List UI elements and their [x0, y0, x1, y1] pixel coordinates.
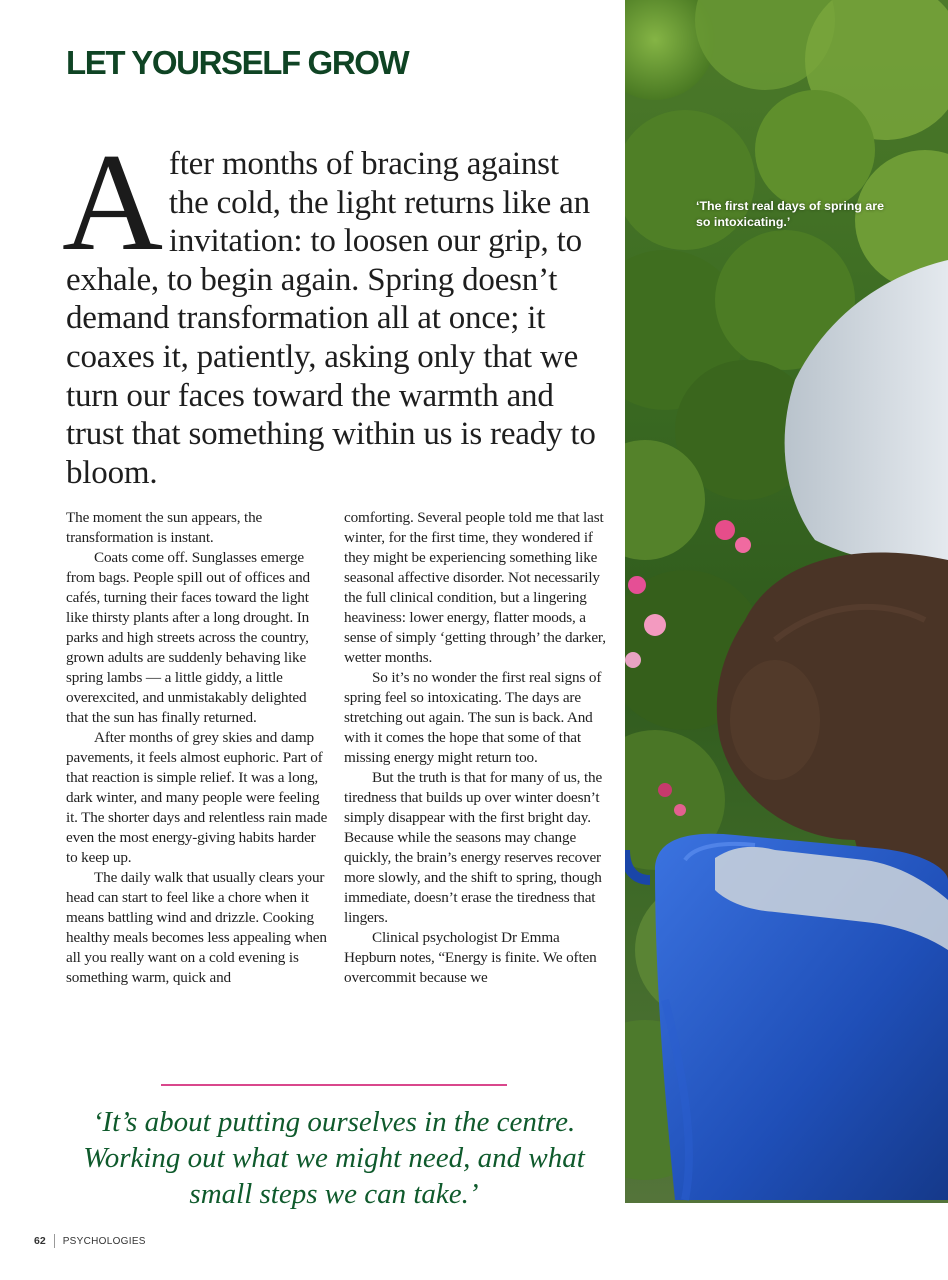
body-paragraph: comforting. Several people told me that last winter, for the first time, they wondered if they might be experiencing something like seasonal affective disorder. Not necessarily the full clinical condition, but a lingering heaviness: lower energy, flatter moods, a sense of simply ‘getting through’ the darker, wetter months. — [344, 509, 606, 666]
pull-quote-rule — [161, 1084, 507, 1086]
watering-can — [625, 834, 948, 1200]
page-number: 62 — [34, 1235, 46, 1247]
body-paragraph: Clinical psychologist Dr Emma Hepburn notes, “Energy is finite. We often overcommit because we — [344, 929, 597, 986]
footer-divider — [54, 1234, 55, 1248]
page-footer — [34, 1234, 146, 1248]
magazine-name: PSYCHOLOGIES — [62, 1235, 146, 1247]
body-paragraph: The moment the sun appears, the transformation is instant. — [66, 509, 263, 546]
body-paragraph: Coats come off. Sunglasses emerge from bags. People spill out of offices and cafés, turning their faces toward the light like thirsty plants after a long drought. In parks and high streets across the country, grown adults are suddenly behaving like spring lambs — a little giddy, a little overexcited, and unmistakably delighted that the sun has finally returned. — [66, 549, 310, 726]
body-paragraph: After months of grey skies and damp pavements, it feels almost euphoric. Part of that reaction is simple relief. It was a long, dark winter, and many people were feeling it. The shorter days and relentless rain made even the most energy-giving habits harder to keep up. — [66, 729, 328, 866]
intro-text: fter months of bracing against the cold, the light returns like an invitation: to loosen our grip, to exhale, to begin again. Spring doesn’t demand transformation all at once; it coaxes it, patiently, asking only that we turn our faces toward the warmth and trust that something within us is ready to bloom. — [66, 146, 596, 491]
body-paragraph: So it’s no wonder the first real signs of spring feel so intoxicating. The days are stretching out again. The sun is back. And with it comes the hope that some of that missing energy might return too. — [344, 669, 602, 766]
body-paragraph: The daily walk that usually clears your head can start to feel like a chore when it means battling wind and drizzle. Cooking healthy meals becomes less appealing when all you really want on a cold evening is something warm, quick and — [66, 869, 327, 986]
body-paragraph: But the truth is that for many of us, the tiredness that builds up over winter doesn’t simply disappear with the first bright day. Because while the seasons may change quickly, the brain’s energy reserves recover more slowly, and the shift to spring, though immediate, doesn’t erase the tiredness that lingers. — [344, 769, 603, 926]
body-column-right — [344, 508, 606, 988]
drop-cap: A — [62, 125, 163, 280]
photo-illustration — [625, 0, 948, 1203]
photo-gardener — [625, 0, 948, 1203]
intro-paragraph — [62, 125, 606, 492]
pull-quote: ‘It’s about putting ourselves in the centre. Working out what we might need, and what small steps we can take.’ — [83, 1106, 585, 1210]
body-column-left — [66, 508, 328, 988]
headline: LET YOURSELF GROW — [66, 44, 409, 81]
photo-caption: ‘The first real days of spring are so intoxicating.’ — [696, 199, 884, 229]
